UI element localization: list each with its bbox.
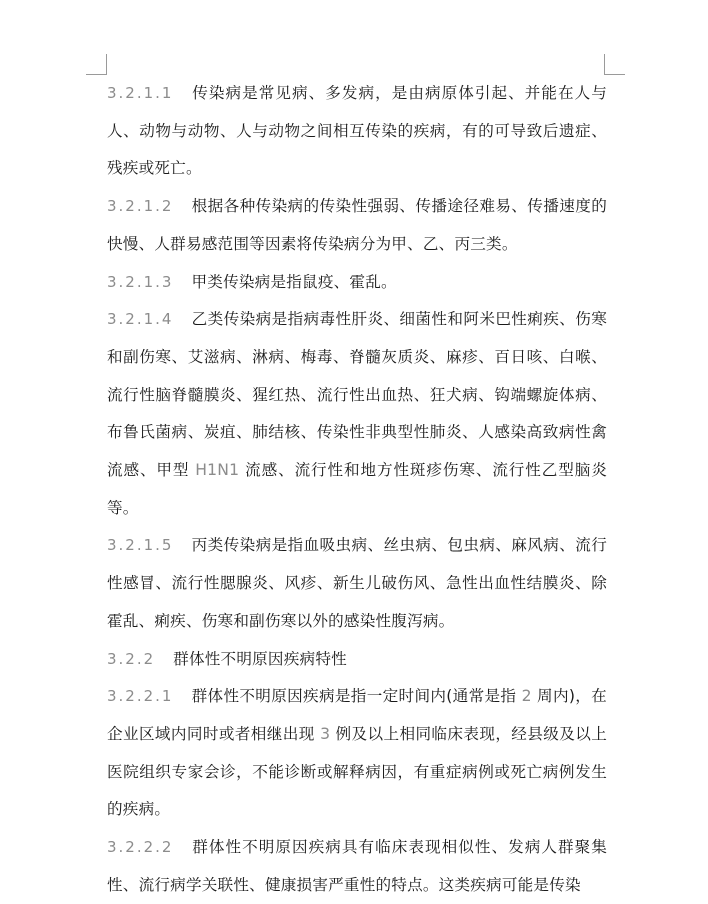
paragraph-3-2-2-1 <box>107 678 607 829</box>
section-number: 3.2.1.1 <box>107 84 174 102</box>
paragraph-text: 传染病是常见病、多发病，是由病原体引起、并能在人与人、动物与动物、人与动物之间相互传染的疾病，有的可导致后遗症、残疾或死亡。 <box>107 84 607 178</box>
paragraph-text-continued: 流感、流行性和地方性斑疹伤寒、流行性乙型脑炎等。 <box>107 461 607 517</box>
section-number: 3.2.1.3 <box>107 272 174 291</box>
paragraph-3-2-1-5 <box>107 527 607 640</box>
paragraph-text: 甲类传染病是指鼠疫、霍乱。 <box>191 272 397 291</box>
section-number: 3.2.1.5 <box>107 536 174 555</box>
paragraph-3-2-1-4 <box>107 301 607 527</box>
paragraph-text: 根据各种传染病的传染性强弱、传播途径难易、传播速度的快慢、人群易感范围等因素将传染病分为甲、乙、丙三类。 <box>107 197 607 253</box>
section-number: 3.2.2.1 <box>107 687 174 706</box>
paragraph-3-2-1-1 <box>107 75 607 188</box>
document-body <box>107 75 607 904</box>
inline-number: 2 <box>521 687 532 706</box>
inline-number: 3 <box>320 724 331 743</box>
paragraph-text-continued: 周内)，在企业区域内同时或者相继出现 <box>107 687 607 743</box>
section-number: 3.2.2.2 <box>107 838 174 857</box>
page-corner-mark-left <box>86 54 107 75</box>
paragraph-text-end: 例及以上相同临床表现，经县级及以上医院组织专家会诊，不能诊断或解释病因，有重症病例或死亡病例发生的疾病。 <box>107 724 607 819</box>
inline-latin-text: H1N1 <box>195 461 240 480</box>
paragraph-text: 乙类传染病是指病毒性肝炎、细菌性和阿米巴性痢疾、伤寒和副伤寒、艾滋病、淋病、梅毒、脊髓灰质炎、麻疹、百日咳、白喉、流行性脑脊髓膜炎、猩红热、流行性出血热、狂犬病、钩端螺旋体病、布鲁氏菌病、炭疽、肺结核、传染性非典型性肺炎、人感染高致病性禽流感、甲型 <box>107 310 607 480</box>
section-number: 3.2.1.2 <box>107 197 174 216</box>
section-number: 3.2.2 <box>107 649 156 668</box>
section-number: 3.2.1.4 <box>107 310 174 329</box>
paragraph-text: 群体性不明原因疾病具有临床表现相似性、发病人群聚集性、流行病学关联性、健康损害严重性的特点。这类疾病可能是传染 <box>107 838 607 894</box>
paragraph-3-2-1-2 <box>107 188 607 263</box>
section-heading: 群体性不明原因疾病特性 <box>173 649 347 668</box>
paragraph-3-2-2-2 <box>107 829 607 904</box>
page-corner-mark-right <box>604 54 625 75</box>
paragraph-text: 群体性不明原因疾病是指一定时间内(通常是指 <box>191 687 522 706</box>
heading-3-2-2 <box>107 641 607 679</box>
paragraph-3-2-1-3 <box>107 264 607 302</box>
paragraph-text: 丙类传染病是指血吸虫病、丝虫病、包虫病、麻风病、流行性感冒、流行性腮腺炎、风疹、新生儿破伤风、急性出血性结膜炎、除霍乱、痢疾、伤寒和副伤寒以外的感染性腹泻病。 <box>107 536 607 630</box>
